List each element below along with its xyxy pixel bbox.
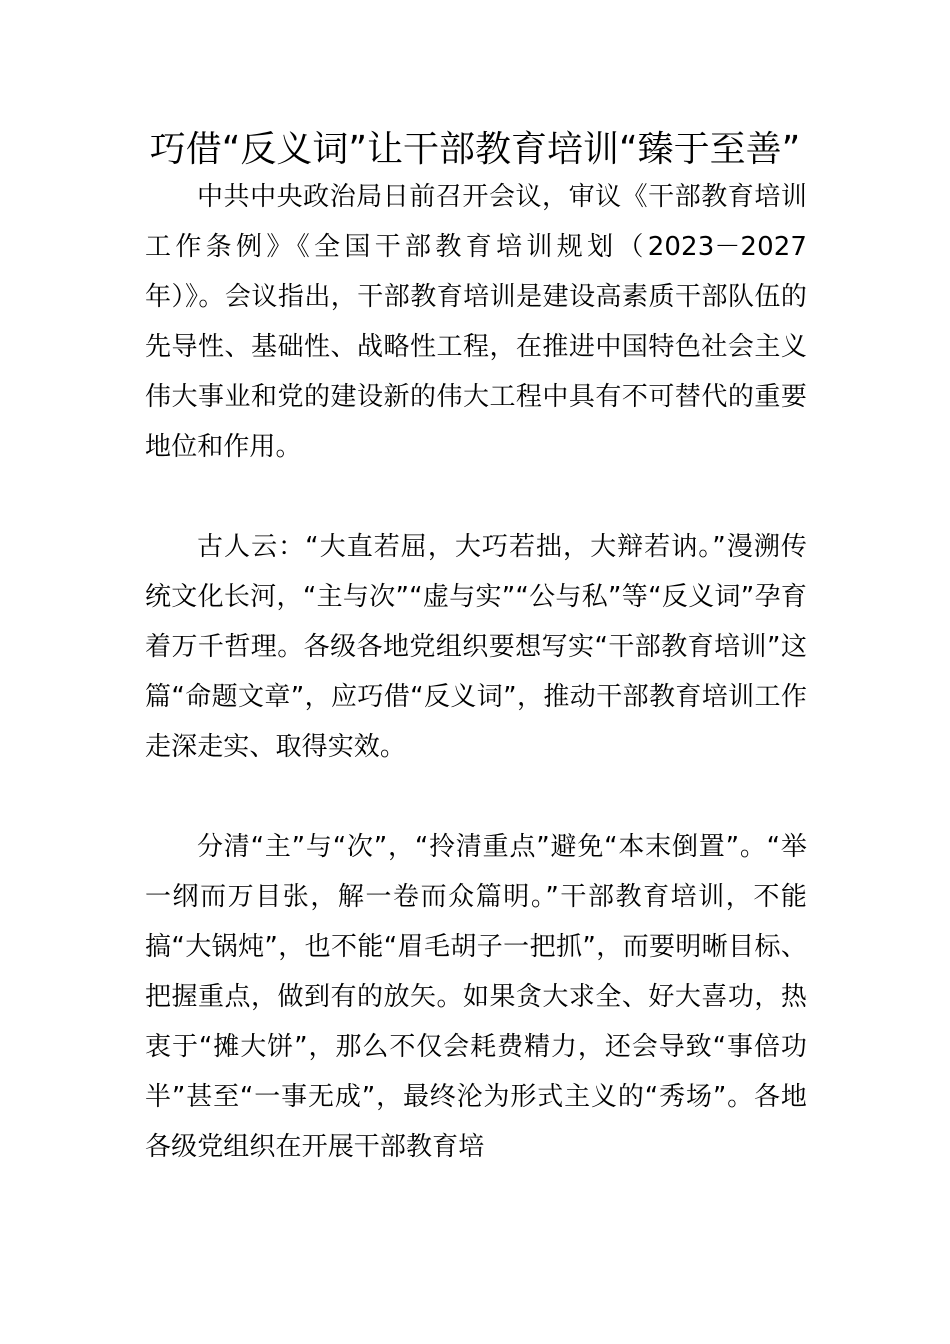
- document-page: [145, 128, 807, 1172]
- paragraph-spacer: [145, 472, 807, 522]
- paragraph-3: 分清“主”与“次”，“拎清重点”避免“本末倒置”。“举一纲而万目张，解一卷而众篇明。”干部教育培训，不能搞“大锅炖”，也不能“眉毛胡子一把抓”，而要明晰目标、把握重点，做到有的放矢。如果贪大求全、好大喜功，热衷于“摊大饼”，那么不仅会耗费精力，还会导致“事倍功半”甚至“一事无成”，最终沦为形式主义的“秀场”。各地各级党组织在开展干部教育培: [145, 832, 807, 1162]
- paragraph-2: 古人云：“大直若屈，大巧若拙，大辩若讷。”漫溯传统文化长河，“主与次”“虚与实”“公与私”等“反义词”孕育着万千哲理。各级各地党组织要想写实“干部教育培训”这篇“命题文章”，应巧借“反义词”，推动干部教育培训工作走深走实、取得实效。: [145, 532, 807, 762]
- paragraph-spacer: [145, 772, 807, 822]
- document-title: 巧借“反义词”让干部教育培训“臻于至善”: [149, 129, 801, 170]
- paragraph-1: 中共中央政治局日前召开会议，审议《干部教育培训工作条例》《全国干部教育培训规划（2023－2027年）》。会议指出，干部教育培训是建设高素质干部队伍的先导性、基础性、战略性工程，在推进中国特色社会主义伟大事业和党的建设新的伟大工程中具有不可替代的重要地位和作用。: [145, 182, 807, 462]
